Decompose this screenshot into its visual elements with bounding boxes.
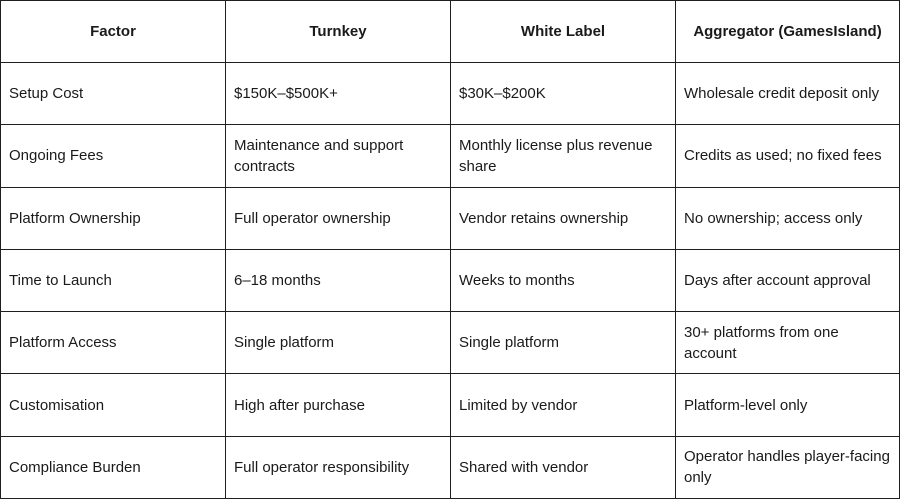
- cell-turnkey: Full operator responsibility: [226, 436, 451, 498]
- cell-factor: Customisation: [1, 374, 226, 436]
- cell-white-label: Vendor retains ownership: [451, 187, 676, 249]
- cell-aggregator: 30+ platforms from one account: [676, 312, 900, 374]
- header-aggregator: Aggregator (GamesIsland): [676, 1, 900, 63]
- cell-turnkey: High after purchase: [226, 374, 451, 436]
- cell-white-label: Shared with vendor: [451, 436, 676, 498]
- cell-aggregator: No ownership; access only: [676, 187, 900, 249]
- cell-white-label: Monthly license plus revenue share: [451, 125, 676, 187]
- cell-turnkey: 6–18 months: [226, 249, 451, 311]
- table-header: [1, 1, 900, 63]
- cell-white-label: $30K–$200K: [451, 63, 676, 125]
- cell-turnkey: Full operator ownership: [226, 187, 451, 249]
- table-row-compliance-burden: [1, 436, 900, 498]
- cell-white-label: Limited by vendor: [451, 374, 676, 436]
- table-row-customisation: [1, 374, 900, 436]
- cell-aggregator: Days after account approval: [676, 249, 900, 311]
- cell-white-label: Single platform: [451, 312, 676, 374]
- header-factor: Factor: [1, 1, 226, 63]
- header-white-label: White Label: [451, 1, 676, 63]
- table-body: [1, 63, 900, 499]
- cell-factor: Platform Ownership: [1, 187, 226, 249]
- table-row-platform-access: [1, 312, 900, 374]
- cell-white-label: Weeks to months: [451, 249, 676, 311]
- cell-aggregator: Operator handles player-facing only: [676, 436, 900, 498]
- table-row-setup-cost: [1, 63, 900, 125]
- cell-aggregator: Platform-level only: [676, 374, 900, 436]
- cell-factor: Setup Cost: [1, 63, 226, 125]
- header-row: [1, 1, 900, 63]
- cell-factor: Time to Launch: [1, 249, 226, 311]
- cell-turnkey: Single platform: [226, 312, 451, 374]
- cell-turnkey: $150K–$500K+: [226, 63, 451, 125]
- table-row-time-to-launch: [1, 249, 900, 311]
- cell-factor: Ongoing Fees: [1, 125, 226, 187]
- table-row-ongoing-fees: [1, 125, 900, 187]
- cell-aggregator: Credits as used; no fixed fees: [676, 125, 900, 187]
- cell-factor: Platform Access: [1, 312, 226, 374]
- cell-factor: Compliance Burden: [1, 436, 226, 498]
- cell-aggregator: Wholesale credit deposit only: [676, 63, 900, 125]
- cell-turnkey: Maintenance and support contracts: [226, 125, 451, 187]
- header-turnkey: Turnkey: [226, 1, 451, 63]
- table-row-platform-ownership: [1, 187, 900, 249]
